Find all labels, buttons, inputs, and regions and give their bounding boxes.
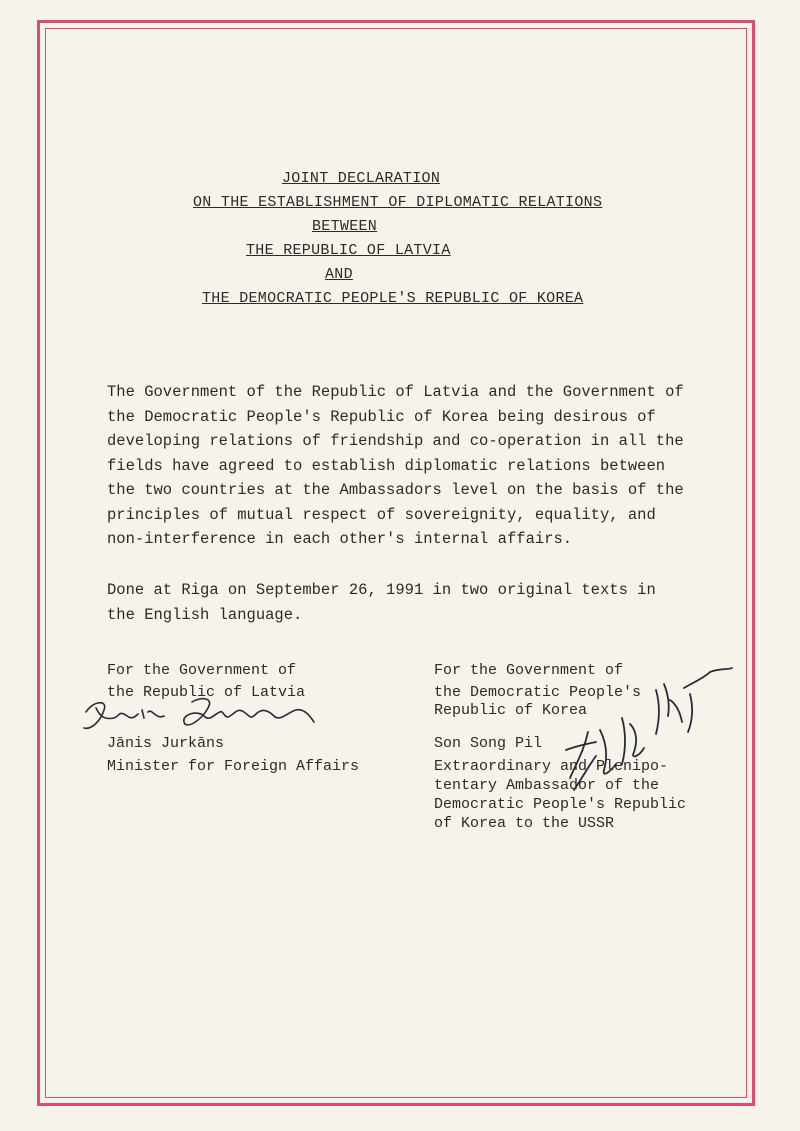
- declaration-title-line-3: BETWEEN: [312, 218, 378, 235]
- body-line: fields have agreed to establish diplomatic relations between: [107, 456, 666, 475]
- body-line: developing relations of friendship and co-operation in all the: [107, 432, 684, 450]
- declaration-title-line-6: THE DEMOCRATIC PEOPLE'S REPUBLIC OF KOREA: [202, 290, 584, 307]
- body-line: non-interference in each other's internal affairs.: [107, 530, 573, 548]
- latvia-signatory-for-line-1: For the Government of: [107, 662, 297, 679]
- declaration-title-line-4: THE REPUBLIC OF LATVIA: [246, 242, 451, 259]
- body-line: The Government of the Republic of Latvia and the Government of: [107, 383, 684, 401]
- declaration-body: [107, 380, 684, 552]
- korea-signatory-title-line-1: Extraordinary and Plenipo-: [434, 758, 669, 775]
- latvia-signatory-title: Minister for Foreign Affairs: [107, 758, 360, 775]
- korea-signatory-title-line-3: Democratic People's Republic: [434, 796, 687, 813]
- body-line: the Democratic People's Republic of Korea being desirous of: [107, 407, 656, 426]
- declaration-title-line-5: AND: [325, 266, 353, 283]
- korea-signatory-title-line-2: tentary Ambassador of the: [434, 777, 660, 794]
- korea-signatory-title-line-4: of Korea to the USSR: [434, 815, 615, 832]
- body-line: the two countries at the Ambassadors level on the basis of the: [107, 481, 684, 499]
- declaration-title-line-1: JOINT DECLARATION: [282, 170, 441, 187]
- declaration-title-line-2: ON THE ESTABLISHMENT OF DIPLOMATIC RELATIONS: [193, 194, 603, 211]
- latvia-signatory-for-line-2: the Republic of Latvia: [107, 684, 306, 701]
- korea-signatory-for-line-1: For the Government of: [434, 662, 624, 679]
- body-line: principles of mutual respect of sovereignity, equality, and: [107, 505, 656, 524]
- done-at-paragraph: [107, 578, 656, 627]
- korea-signatory-for-line-3: Republic of Korea: [434, 702, 588, 719]
- latvia-signatory-name: Jānis Jurkāns: [107, 735, 225, 752]
- done-line: Done at Riga on September 26, 1991 in two original texts in: [107, 581, 656, 599]
- korea-handwritten-signature: [560, 660, 740, 810]
- korea-signatory-for-line-2: the Democratic People's: [434, 684, 642, 701]
- korea-signatory-name: Son Song Pil: [434, 735, 543, 752]
- done-line: the English language.: [107, 605, 303, 624]
- page-border-inner: [45, 28, 747, 1098]
